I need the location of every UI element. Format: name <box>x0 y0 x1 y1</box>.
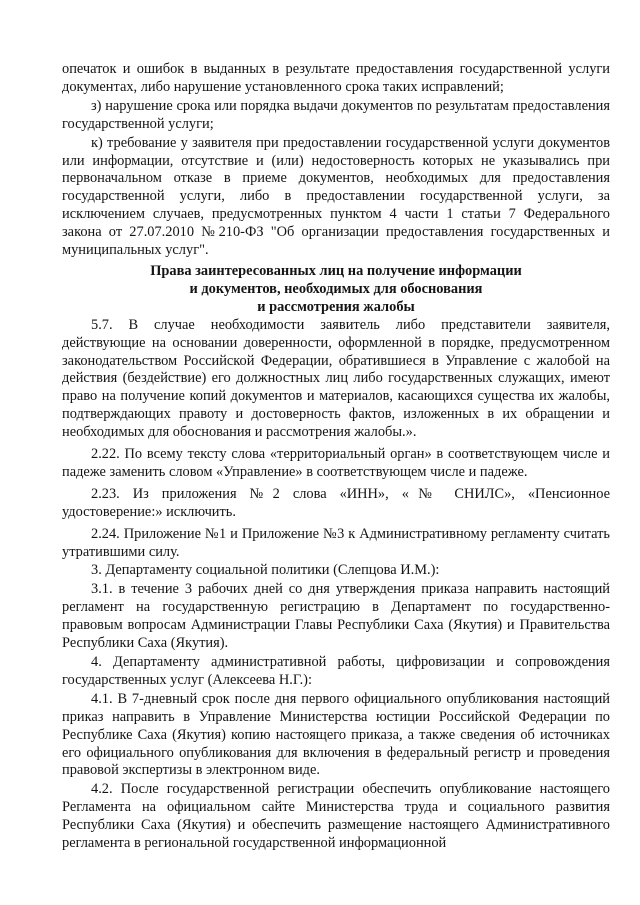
paragraph-4-2: 4.2. После государственной регистрации обеспечить опубликование настоящего Регламента на официальном сайте Министерства труда и социального развития Республики Саха (Якутия) и обеспечить размещение настоящего Административного регламента в региональной государственной информационной <box>62 781 610 852</box>
paragraph-2-22: 2.22. По всему тексту слова «территориальный орган» в соответствующем числе и падеже заменить словом «Управление» в соответствующем числе и падеже. <box>62 446 610 480</box>
paragraph-continuation: опечаток и ошибок в выданных в результате предоставления государственной услуги документах, либо нарушение установленного срока таких исправлений; <box>62 61 610 95</box>
section-heading-line-2: и документов, необходимых для обоснования <box>189 280 483 297</box>
section-heading-line-3: и рассмотрения жалобы <box>257 298 415 315</box>
paragraph-item-z: з) нарушение срока или порядка выдачи документов по результатам предоставления государственной услуги; <box>62 97 610 132</box>
paragraph-2-24: 2.24. Приложение №1 и Приложение №3 к Административному регламенту считать утратившими силу. <box>62 525 610 560</box>
paragraph-3: 3. Департаменту социальной политики (Слепцова И.М.): <box>91 562 440 579</box>
paragraph-4: 4. Департаменту административной работы, цифровизации и сопровождения государственных услуг (Алексеева Н.Г.): <box>62 654 610 688</box>
paragraph-5-7: 5.7. В случае необходимости заявитель либо представители заявителя, действующие на основании доверенности, оформленной в порядке, предусмотренном законодательством Российской Федерации, обратившиеся в Управление с жалобой на действия (бездействие) его должностных лиц либо государственных служащих, имеют право на получение копий документов и материалов, касающихся существа их жалобы, подтверждающих правоту и достоверность фактов, изложенных в их обращении и необходимых для обоснования и рассмотрения жалобы.». <box>62 316 610 441</box>
paragraph-3-1: 3.1. в течение 3 рабочих дней со дня утверждения приказа направить настоящий регламент на государственную регистрацию в Департамент по государственно-правовым вопросам Администрации Главы Республики Саха (Якутия) и Правительства Республики Саха (Якутия). <box>62 581 610 652</box>
section-heading-line-1: Права заинтересованных лиц на получение информации <box>150 262 522 279</box>
paragraph-4-1: 4.1. В 7-дневный срок после дня первого официального опубликования настоящий приказ направить в Управление Министерства юстиции Российской Федерации по Республике Саха (Якутия) копию настоящего приказа, а также сведения об источниках его официального опубликования для включения в федеральный регистр и проведения правовой экспертизы в электронном виде. <box>62 690 610 779</box>
paragraph-2-23: 2.23. Из приложения №2 слова «ИНН», «№ СНИЛС», «Пенсионное удостоверение:» исключить. <box>62 485 610 520</box>
paragraph-item-k: к) требование у заявителя при предоставлении государственной услуги документов или информации, отсутствие и (или) недостоверность которых не указывались при первоначальном отказе в приеме документов, необходимых для предоставления государственной услуги, либо в предоставлении государственной услуги, за исключением случаев, предусмотренных пунктом 4 части 1 статьи 7 Федерального закона от 27.07.2010 №210-ФЗ "Об организации предоставления государственных и муниципальных услуг". <box>62 134 610 259</box>
section-heading <box>62 263 610 317</box>
